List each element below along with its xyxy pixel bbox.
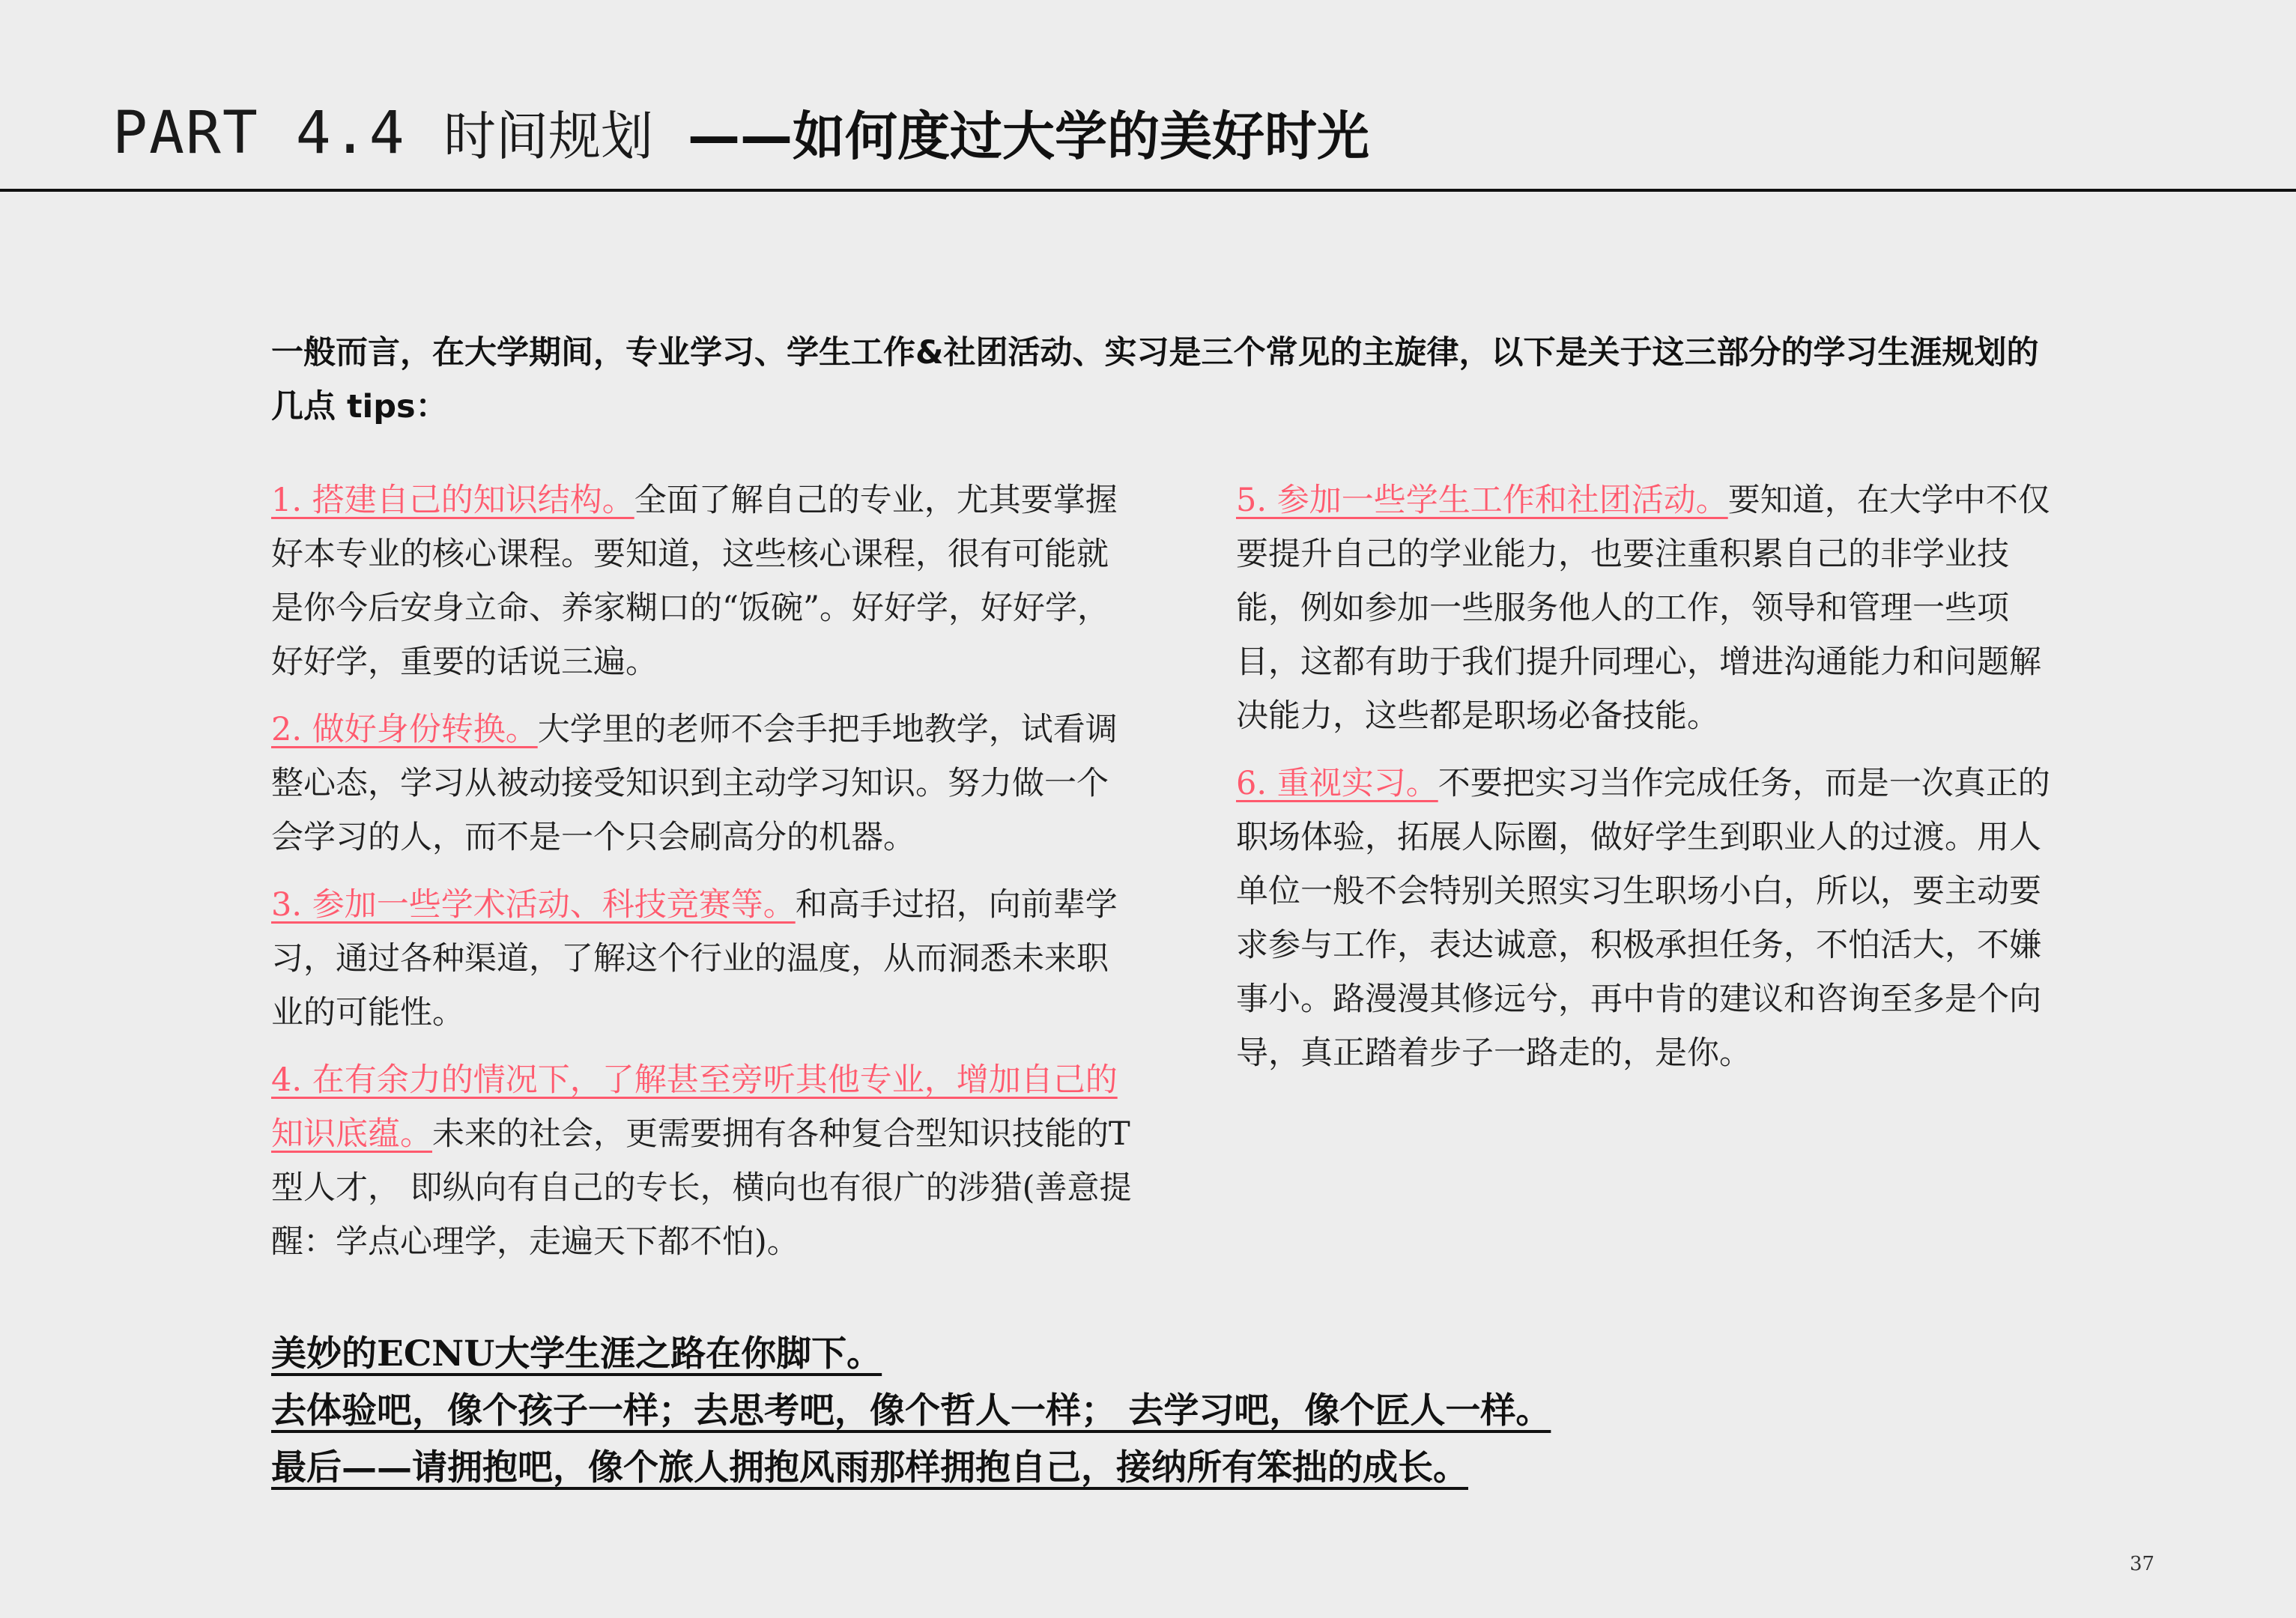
tip-body: 全面了解自己的专业，尤其要掌握好本专业的核心课程。要知道，这些核心课程，很有可能就是你今后安身立命、养家糊口的“饭碗”。好好学，好好学，好好学，重要的话说三遍。 bbox=[271, 482, 1118, 681]
tip-title: 1. 搭建自己的知识结构。 bbox=[271, 482, 634, 519]
tip-item bbox=[271, 473, 1133, 689]
closing-statement bbox=[271, 1326, 2069, 1497]
closing-line bbox=[271, 1326, 2069, 1383]
tip-title: 5. 参加一些学生工作和社团活动。 bbox=[1236, 482, 1728, 519]
closing-line bbox=[271, 1383, 2069, 1440]
tip-body: 和高手过招，向前辈学习，通过各种渠道，了解这个行业的温度，从而洞悉未来职业的可能性。 bbox=[271, 886, 1118, 1031]
tip-title: 4. 在有余力的情况下，了解甚至旁听其他专业，增加自己的知识底蕴。 bbox=[271, 1061, 1118, 1153]
closing-text: 去体验吧，像个孩子一样；去思考吧，像个哲人一样； 去学习吧，像个匠人一样。 bbox=[271, 1390, 1551, 1431]
tip-body: 要知道，在大学中不仅要提升自己的学业能力，也要注重积累自己的非学业技能，例如参加一些服务他人的工作，领导和管理一些项目，这都有助于我们提升同理心，增进沟通能力和问题解决能力，这些都是职场必备技能。 bbox=[1236, 482, 2050, 735]
tip-item bbox=[271, 1053, 1133, 1269]
tips-right-column bbox=[1236, 473, 2053, 1094]
section-title: 时间规划 bbox=[443, 106, 653, 167]
tip-body: 大学里的老师不会手把手地教学，试看调整心态，学习从被动接受知识到主动学习知识。努力做一个会学习的人，而不是一个只会刷高分的机器。 bbox=[271, 711, 1118, 856]
tip-body: 未来的社会，更需要拥有各种复合型知识技能的T型人才， 即纵向有自己的专长，横向也有很广的涉猎(善意提醒：学点心理学，走遍天下都不怕)。 bbox=[271, 1115, 1132, 1261]
tip-item bbox=[1236, 757, 2053, 1080]
part-label: PART 4.4 bbox=[112, 100, 406, 167]
tip-item bbox=[271, 703, 1133, 864]
tip-item bbox=[271, 878, 1133, 1040]
tip-item bbox=[1236, 473, 2053, 743]
tip-title: 2. 做好身份转换。 bbox=[271, 711, 538, 748]
page-number: 37 bbox=[2130, 1553, 2155, 1575]
tip-body: 不要把实习当作完成任务，而是一次真正的职场体验，拓展人际圈，做好学生到职业人的过渡。用人单位一般不会特别关照实习生职场小白，所以，要主动要求参与工作，表达诚意，积极承担任务，不怕活大，不嫌事小。路漫漫其修远兮，再中肯的建议和咨询至多是个向导，真正踏着步子一路走的，是你。 bbox=[1236, 765, 2050, 1072]
section-subtitle: ——如何度过大学的美好时光 bbox=[688, 106, 1369, 167]
tips-left-column bbox=[271, 473, 1133, 1282]
header-divider bbox=[0, 189, 2296, 192]
intro-paragraph: 一般而言，在大学期间，专业学习、学生工作&社团活动、实习是三个常见的主旋律，以下是关于这三部分的学习生涯规划的几点 tips： bbox=[271, 334, 2039, 425]
closing-text: 最后——请拥抱吧，像个旅人拥抱风雨那样拥抱自己，接纳所有笨拙的成长。 bbox=[271, 1447, 1468, 1488]
closing-text: 美妙的ECNU大学生涯之路在你脚下。 bbox=[271, 1333, 882, 1375]
tip-title: 6. 重视实习。 bbox=[1236, 765, 1438, 802]
page-header bbox=[0, 0, 2296, 192]
tip-title: 3. 参加一些学术活动、科技竞赛等。 bbox=[271, 886, 796, 924]
closing-line bbox=[271, 1440, 2069, 1497]
